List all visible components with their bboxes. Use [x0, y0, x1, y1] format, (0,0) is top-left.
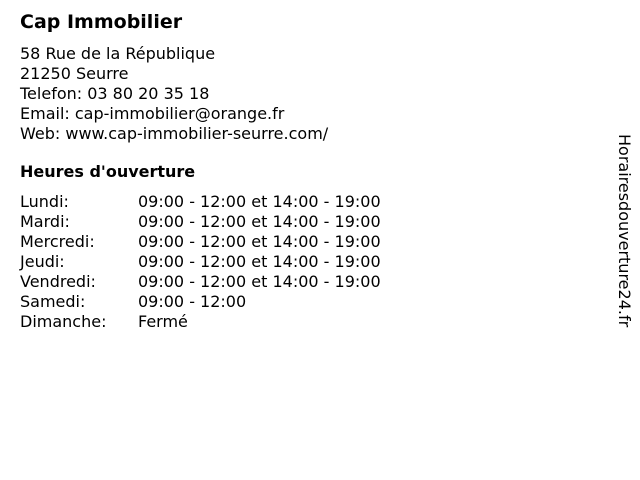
- hours-row-monday: [20, 192, 580, 212]
- site-watermark: [612, 134, 636, 374]
- hours-heading: Heures d'ouverture: [20, 162, 196, 181]
- hours-row-wednesday: [20, 232, 580, 252]
- hours-row-sunday: [20, 312, 580, 332]
- hours-row-saturday: [20, 292, 580, 312]
- day-label: Dimanche:: [20, 312, 107, 331]
- hours-row-friday: [20, 272, 580, 292]
- phone-line[interactable]: Telefon: 03 80 20 35 18: [20, 84, 210, 103]
- website-line[interactable]: Web: www.cap-immobilier-seurre.com/: [20, 124, 329, 143]
- time-value: 09:00 - 12:00 et 14:00 - 19:00: [138, 192, 381, 211]
- time-value: 09:00 - 12:00 et 14:00 - 19:00: [138, 232, 381, 251]
- day-label: Jeudi:: [20, 252, 65, 271]
- hours-row-thursday: [20, 252, 580, 272]
- watermark-text: Horairesdouverture24.fr: [615, 134, 634, 328]
- day-label: Lundi:: [20, 192, 69, 211]
- time-value: 09:00 - 12:00 et 14:00 - 19:00: [138, 212, 381, 231]
- street-address: 58 Rue de la République: [20, 44, 216, 63]
- hours-row-tuesday: [20, 212, 580, 232]
- city-postal: 21250 Seurre: [20, 64, 129, 83]
- business-card: [20, 10, 580, 332]
- time-value: Fermé: [138, 312, 188, 331]
- time-value: 09:00 - 12:00 et 14:00 - 19:00: [138, 252, 381, 271]
- opening-hours-table: [20, 192, 580, 332]
- day-label: Mercredi:: [20, 232, 95, 251]
- day-label: Vendredi:: [20, 272, 96, 291]
- time-value: 09:00 - 12:00: [138, 292, 247, 311]
- day-label: Samedi:: [20, 292, 86, 311]
- time-value: 09:00 - 12:00 et 14:00 - 19:00: [138, 272, 381, 291]
- business-name: Cap Immobilier: [20, 11, 183, 33]
- day-label: Mardi:: [20, 212, 70, 231]
- email-line[interactable]: Email: cap-immobilier@orange.fr: [20, 104, 285, 123]
- contact-block: [20, 44, 580, 144]
